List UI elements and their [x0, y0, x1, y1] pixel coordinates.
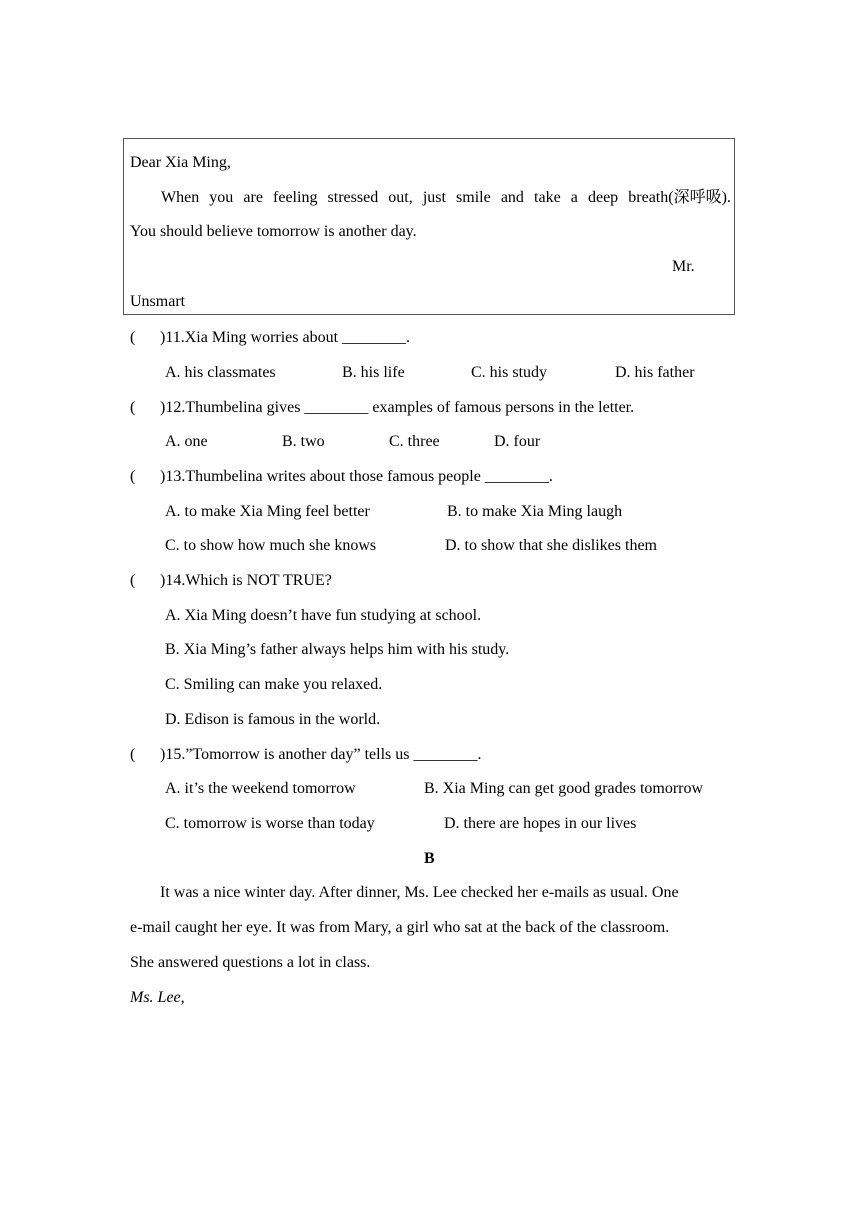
section-b-paragraph-line-1: It was a nice winter day. After dinner, Ms. Lee checked her e-mails as usual. One: [160, 884, 679, 901]
question-14: [130, 571, 332, 591]
letter-word: smile: [456, 189, 491, 206]
email-salutation: Ms. Lee,: [130, 989, 185, 1006]
letter-word: stressed: [327, 189, 379, 206]
question-stem: )11.Xia Ming worries about ________.: [160, 329, 411, 346]
letter-word: and: [500, 189, 524, 206]
question-stem: )14.Which is NOT TRUE?: [160, 572, 332, 589]
option-15-b: B. Xia Ming can get good grades tomorrow: [424, 780, 704, 797]
option-12-d: D. four: [494, 433, 541, 450]
option-12-c: C. three: [389, 433, 440, 450]
answer-paren: (: [130, 329, 136, 346]
option-13-b: B. to make Xia Ming laugh: [447, 503, 623, 520]
section-b-paragraph-line-3: She answered questions a lot in class.: [130, 954, 371, 971]
letter-word: breath(深呼吸).: [628, 189, 731, 206]
option-15-c: C. tomorrow is worse than today: [165, 815, 375, 832]
letter-word: deep: [587, 189, 619, 206]
option-12-b: B. two: [282, 433, 325, 450]
letter-word: a: [570, 189, 578, 206]
letter-word: you: [209, 189, 234, 206]
question-13: [130, 467, 553, 487]
option-11-d: D. his father: [615, 364, 695, 381]
answer-paren: (: [130, 468, 136, 485]
option-14-d: D. Edison is famous in the world.: [165, 711, 381, 728]
section-b-paragraph-line-2: e-mail caught her eye. It was from Mary, a girl who sat at the back of the classroom.: [130, 919, 670, 936]
letter-greeting: Dear Xia Ming,: [130, 154, 231, 171]
answer-paren: (: [130, 399, 136, 416]
section-b-heading: B: [424, 850, 435, 867]
letter-word: When: [161, 189, 200, 206]
letter-word: out,: [388, 189, 413, 206]
question-11: [130, 328, 410, 348]
option-12-a: A. one: [165, 433, 208, 450]
option-15-d: D. there are hopes in our lives: [444, 815, 637, 832]
letter-signature-title: Mr.: [672, 258, 695, 275]
question-stem: )15.”Tomorrow is another day” tells us ________.: [160, 746, 482, 763]
option-14-c: C. Smiling can make you relaxed.: [165, 676, 383, 693]
option-13-a: A. to make Xia Ming feel better: [165, 503, 370, 520]
option-11-c: C. his study: [471, 364, 548, 381]
option-13-c: C. to show how much she knows: [165, 537, 377, 554]
question-stem: )13.Thumbelina writes about those famous people ________.: [160, 468, 553, 485]
letter-body-line-2: You should believe tomorrow is another day.: [130, 223, 417, 240]
question-12: [130, 398, 634, 418]
answer-paren: (: [130, 746, 136, 763]
option-15-a: A. it’s the weekend tomorrow: [165, 780, 356, 797]
option-13-d: D. to show that she dislikes them: [445, 537, 657, 554]
option-14-a: A. Xia Ming doesn’t have fun studying at school.: [165, 607, 482, 624]
option-11-a: A. his classmates: [165, 364, 276, 381]
letter-word: take: [534, 189, 561, 206]
letter-body-line-1: [161, 188, 731, 208]
option-11-b: B. his life: [342, 364, 405, 381]
question-stem: )12.Thumbelina gives ________ examples of famous persons in the letter.: [160, 399, 635, 416]
letter-word: are: [243, 189, 263, 206]
answer-paren: (: [130, 572, 136, 589]
letter-word: feeling: [273, 189, 318, 206]
question-15: [130, 745, 481, 765]
option-14-b: B. Xia Ming’s father always helps him with his study.: [165, 641, 510, 658]
letter-word: just: [422, 189, 446, 206]
letter-signature-name: Unsmart: [130, 293, 186, 310]
